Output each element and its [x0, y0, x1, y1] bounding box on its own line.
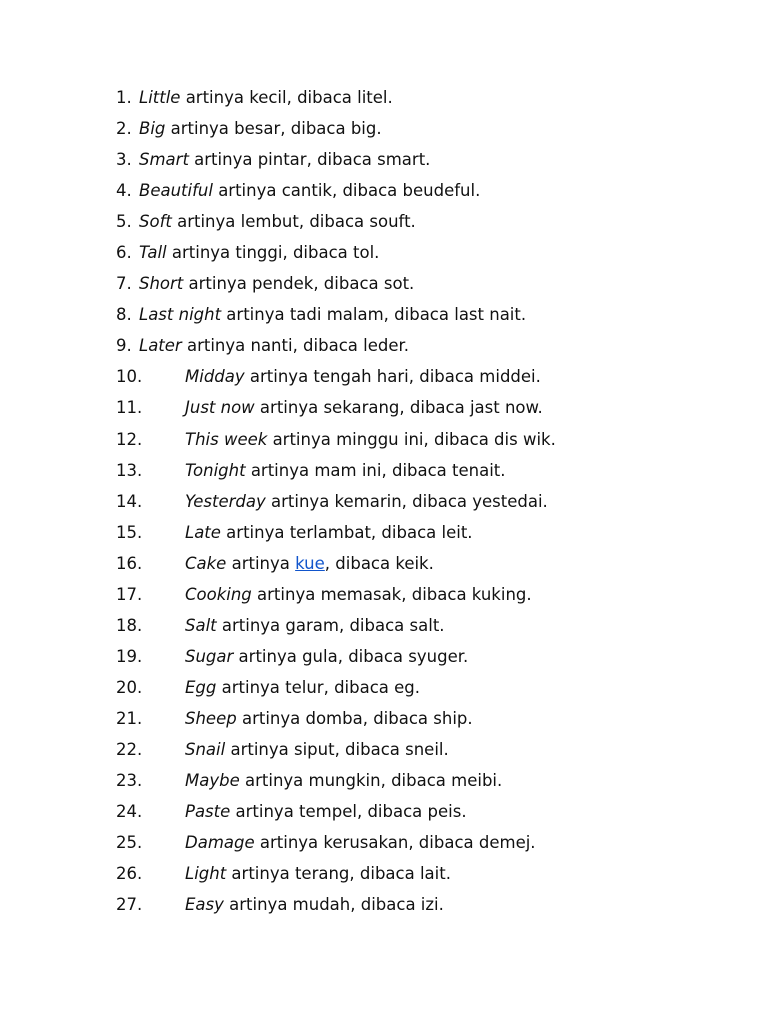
vocabulary-definition: artinya garam, dibaca salt.: [216, 615, 445, 635]
list-item: [116, 705, 556, 736]
list-item-number: 19.: [116, 646, 143, 666]
list-item: [116, 394, 556, 425]
list-item: [116, 146, 556, 177]
list-item: [116, 177, 556, 208]
vocabulary-term: Egg: [185, 677, 217, 697]
list-item: [116, 519, 556, 550]
vocabulary-definition: artinya tempel, dibaca peis.: [230, 802, 467, 822]
vocabulary-definition: artinya besar, dibaca big.: [165, 119, 382, 139]
list-item: [116, 332, 556, 363]
vocabulary-term: Easy: [185, 895, 224, 915]
vocabulary-term: Paste: [185, 802, 231, 822]
list-item-number: 6.: [116, 243, 132, 263]
list-item-number: 5.: [116, 212, 132, 232]
vocabulary-definition: artinya: [226, 553, 296, 573]
list-item-number: 4.: [116, 181, 132, 201]
vocabulary-term: Midday: [185, 367, 245, 387]
list-item-number: 12.: [116, 429, 143, 449]
list-item: [116, 550, 556, 581]
vocabulary-list: [116, 84, 556, 922]
list-item: [116, 239, 556, 270]
list-item-number: 14.: [116, 491, 143, 511]
vocabulary-term: Yesterday: [185, 491, 266, 511]
vocabulary-definition: artinya mudah, dibaca izi.: [223, 895, 444, 915]
vocabulary-term: Tonight: [185, 460, 246, 480]
list-item: [116, 115, 556, 146]
vocabulary-term: Salt: [185, 615, 217, 635]
list-item-number: 8.: [116, 305, 132, 325]
list-item: [116, 798, 556, 829]
vocabulary-term: Sugar: [185, 646, 234, 666]
vocabulary-definition: artinya kecil, dibaca litel.: [180, 88, 393, 107]
vocabulary-term: This week: [185, 429, 268, 449]
vocabulary-definition: artinya minggu ini, dibaca dis wik.: [267, 429, 556, 449]
list-item: [116, 270, 556, 301]
list-item: [116, 860, 556, 891]
list-item: [116, 457, 556, 488]
list-item-number: 26.: [116, 864, 143, 884]
vocabulary-definition: artinya terang, dibaca lait.: [226, 864, 451, 884]
vocabulary-definition: artinya mam ini, dibaca tenait.: [245, 460, 506, 480]
vocabulary-definition: artinya domba, dibaca ship.: [236, 708, 473, 728]
vocabulary-term: Tall: [139, 243, 167, 263]
vocabulary-term: Just now: [185, 398, 255, 418]
list-item-number: 24.: [116, 802, 143, 822]
list-item: [116, 301, 556, 332]
list-item: [116, 612, 556, 643]
list-item-number: 25.: [116, 833, 143, 853]
vocabulary-definition: artinya tengah hari, dibaca middei.: [244, 367, 541, 387]
vocabulary-term: Smart: [139, 150, 189, 170]
vocabulary-definition: artinya pintar, dibaca smart.: [188, 150, 431, 170]
vocabulary-term: Snail: [185, 739, 226, 759]
vocabulary-definition: artinya mungkin, dibaca meibi.: [239, 771, 503, 791]
list-item-number: 21.: [116, 708, 143, 728]
list-item: [116, 363, 556, 394]
vocabulary-definition: artinya memasak, dibaca kuking.: [251, 584, 532, 604]
list-item-number: 15.: [116, 522, 143, 542]
list-item-number: 13.: [116, 460, 143, 480]
list-item: [116, 891, 556, 922]
vocabulary-term: Damage: [185, 833, 255, 853]
list-item: [116, 426, 556, 457]
vocabulary-definition: artinya tadi malam, dibaca last nait.: [221, 305, 527, 325]
vocabulary-definition-tail: , dibaca keik.: [324, 553, 434, 573]
list-item: [116, 767, 556, 798]
list-item-number: 3.: [116, 150, 132, 170]
vocabulary-term: Maybe: [185, 771, 240, 791]
list-item-number: 7.: [116, 274, 132, 294]
list-item-number: 10.: [116, 367, 143, 387]
list-item-number: 22.: [116, 739, 143, 759]
vocabulary-definition: artinya cantik, dibaca beudeful.: [212, 181, 481, 201]
vocabulary-definition: artinya pendek, dibaca sot.: [183, 274, 415, 294]
list-item: [116, 208, 556, 239]
list-item-number: 20.: [116, 677, 143, 697]
vocabulary-term: Beautiful: [139, 181, 213, 201]
vocabulary-term: Short: [139, 274, 184, 294]
vocabulary-definition: artinya telur, dibaca eg.: [216, 677, 421, 697]
vocabulary-term: Sheep: [185, 708, 237, 728]
vocabulary-definition: artinya nanti, dibaca leder.: [181, 336, 410, 356]
list-item: [116, 643, 556, 674]
vocabulary-definition: artinya terlambat, dibaca leit.: [220, 522, 473, 542]
vocabulary-definition: artinya gula, dibaca syuger.: [233, 646, 469, 666]
list-item-number: 23.: [116, 771, 143, 791]
vocabulary-term: Cooking: [185, 584, 252, 604]
vocabulary-definition: artinya siput, dibaca sneil.: [225, 739, 449, 759]
definition-link[interactable]: kue: [295, 553, 325, 573]
vocabulary-definition: artinya kemarin, dibaca yestedai.: [265, 491, 548, 511]
vocabulary-term: Soft: [139, 212, 172, 232]
list-item: [116, 829, 556, 860]
list-item-number: 9.: [116, 336, 132, 356]
list-item: [116, 736, 556, 767]
list-item: [116, 488, 556, 519]
vocabulary-definition: artinya tinggi, dibaca tol.: [166, 243, 380, 263]
vocabulary-term: Little: [139, 88, 181, 107]
vocabulary-term: Cake: [185, 553, 227, 573]
vocabulary-term: Last night: [139, 305, 222, 325]
list-item: [116, 84, 556, 115]
list-item-number: 11.: [116, 398, 143, 418]
list-item-number: 17.: [116, 584, 143, 604]
vocabulary-definition: artinya sekarang, dibaca jast now.: [254, 398, 543, 418]
list-item-number: 16.: [116, 553, 143, 573]
vocabulary-term: Later: [139, 336, 182, 356]
list-item: [116, 674, 556, 705]
vocabulary-definition: artinya kerusakan, dibaca demej.: [254, 833, 536, 853]
list-item-number: 18.: [116, 615, 143, 635]
list-item-number: 27.: [116, 895, 143, 915]
vocabulary-definition: artinya lembut, dibaca souft.: [171, 212, 416, 232]
list-item-number: 2.: [116, 119, 132, 139]
vocabulary-term: Light: [185, 864, 227, 884]
vocabulary-term: Late: [185, 522, 221, 542]
list-item: [116, 581, 556, 612]
list-item-number: 1.: [116, 88, 132, 107]
vocabulary-term: Big: [139, 119, 166, 139]
